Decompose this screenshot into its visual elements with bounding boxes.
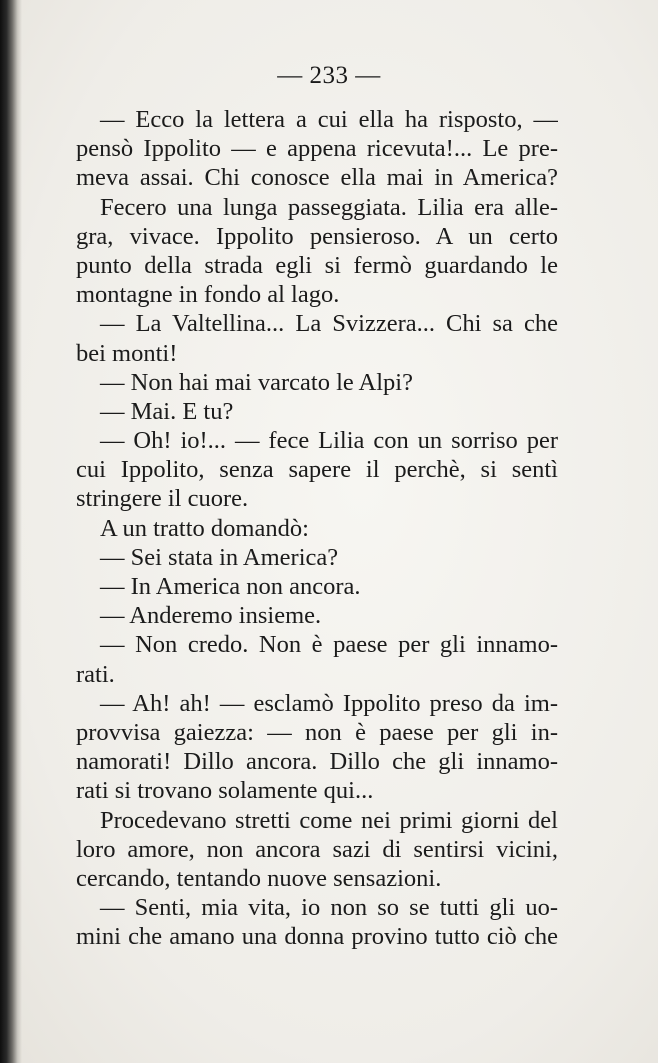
text-line: — Mai. E tu? — [100, 397, 234, 425]
text-line: mini che amano una donna provino tutto ciò che — [76, 923, 558, 951]
text-line: — In America non ancora. — [100, 573, 361, 600]
text-line: — Non credo. Non è paese per gli innamo- — [100, 631, 558, 659]
text-line: — Sei stata in America? — [100, 543, 339, 571]
text-line: namorati! Dillo ancora. Dillo che gli innamo- — [76, 748, 558, 776]
text-line: bei monti! — [76, 339, 178, 367]
text-line: — Ah! ah! — esclamò Ippolito preso da im- — [100, 689, 558, 717]
text-line: rati si trovano solamente qui... — [76, 777, 374, 805]
text-line: — Senti, mia vita, io non so se tutti gli uo- — [100, 894, 558, 922]
binding-edge — [0, 0, 22, 1063]
text-line: — La Valtellina... La Svizzera... Chi sa che — [100, 310, 558, 338]
text-line: Fecero una lunga passeggiata. Lilia era alle- — [100, 193, 558, 221]
text-line: provvisa gaiezza: — non è paese per gli in- — [76, 718, 558, 746]
text-line: gra, vivace. Ippolito pensieroso. A un certo — [76, 222, 558, 250]
page-number: — 233 — — [277, 62, 381, 89]
text-line: pensò Ippolito — e appena ricevuta!... Le pre- — [76, 135, 558, 163]
text-line: — Oh! io!... — fece Lilia con un sorriso per — [100, 427, 558, 455]
text-line: montagne in fondo al lago. — [76, 281, 340, 309]
text-line: — Non hai mai varcato le Alpi? — [100, 368, 413, 396]
text-line: stringere il cuore. — [76, 485, 249, 513]
text-line: — Anderemo insieme. — [100, 602, 322, 630]
body-text — [76, 105, 558, 951]
text-line: meva assai. Chi conosce ella mai in America? — [76, 164, 558, 192]
text-line: A un tratto domandò: — [100, 514, 309, 542]
text-line: punto della strada egli si fermò guardando le — [76, 251, 558, 279]
text-line: loro amore, non ancora sazi di sentirsi vicini, — [76, 835, 558, 863]
text-line: Procedevano stretti come nei primi giorni del — [100, 806, 558, 834]
text-line: rati. — [76, 660, 115, 688]
text-line: — Ecco la lettera a cui ella ha risposto, — — [100, 106, 558, 133]
text-line: cui Ippolito, senza sapere il perchè, si sentì — [76, 456, 558, 484]
text-line: cercando, tentando nuove sensazioni. — [76, 864, 442, 892]
